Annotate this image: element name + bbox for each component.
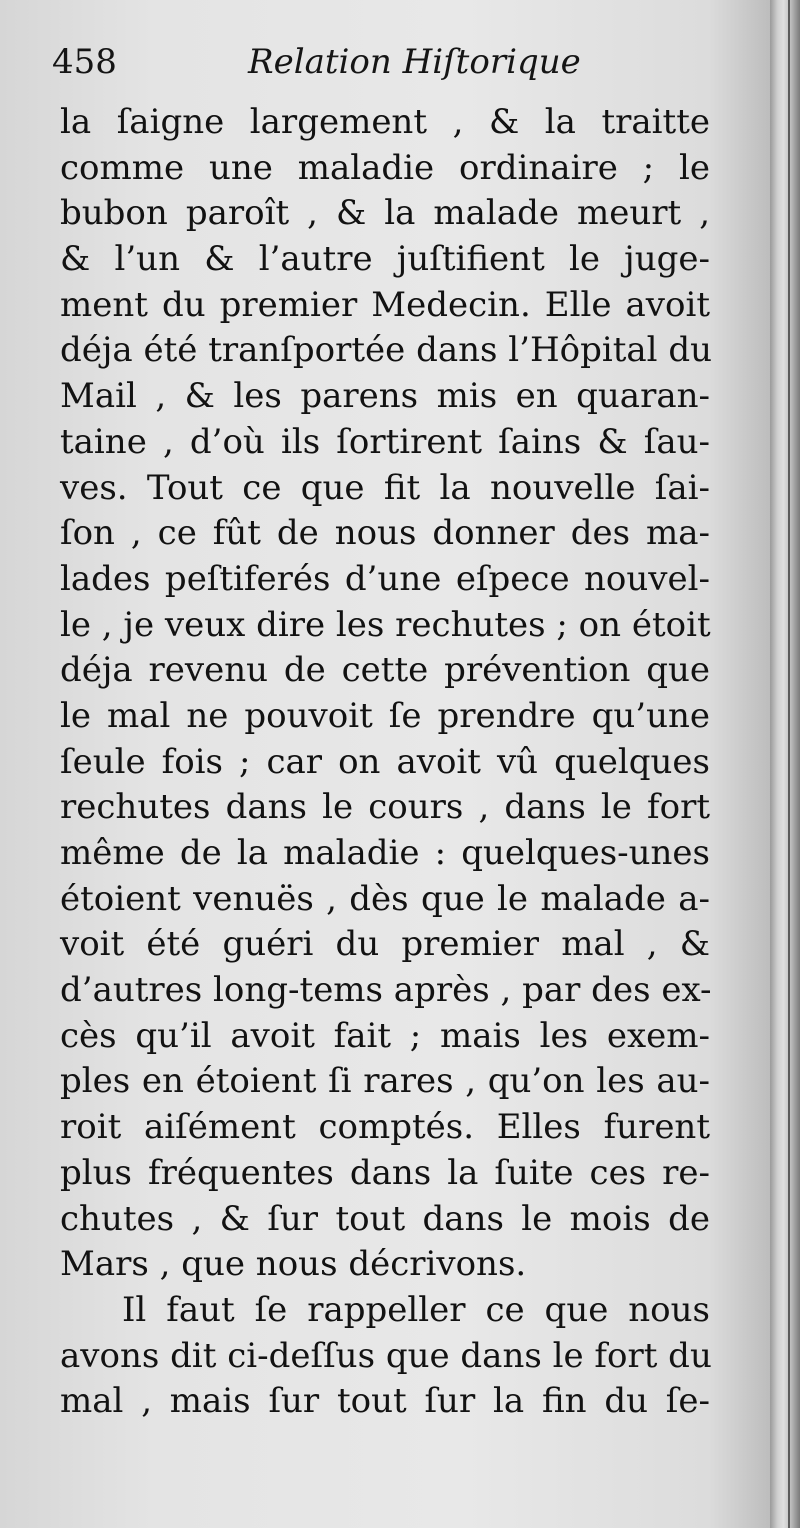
text-line: bubon paroît , & la malade meurt , xyxy=(60,193,710,234)
text-line: lades peſtiferés d’une eſpece nouvel- xyxy=(60,558,710,599)
body-text xyxy=(60,100,710,1425)
text-line: comme une maladie ordinaire ; le xyxy=(60,147,710,188)
text-line: mal , mais ſur tout ſur la fin du ſe- xyxy=(60,1381,710,1422)
book-gutter xyxy=(770,0,800,1528)
text-line: le , je veux dire les rechutes ; on étoit xyxy=(60,604,711,645)
text-line: rechutes dans le cours , dans le fort xyxy=(60,787,710,828)
page-number: 458 xyxy=(52,42,117,82)
text-line: d’autres long-tems après , par des ex- xyxy=(60,970,712,1011)
page-header xyxy=(52,42,712,92)
text-line: ſeule fois ; car on avoit vû quelques xyxy=(60,741,710,782)
text-line: Mail , & les parens mis en quaran- xyxy=(60,376,710,417)
text-line: Il faut ſe rappeller ce que nous xyxy=(122,1289,710,1330)
text-line: ment du premier Medecin. Elle avoit xyxy=(60,284,710,325)
text-line: même de la maladie : quelques-unes xyxy=(60,833,710,873)
text-line: le mal ne pouvoit ſe prendre qu’une xyxy=(60,695,710,736)
text-line: cès qu’il avoit fait ; mais les exem- xyxy=(60,1015,710,1056)
running-head: Relation Hiſtorique xyxy=(248,42,581,82)
text-line: roit aiſément comptés. Elles furent xyxy=(60,1107,710,1148)
text-line: & l’un & l’autre juſtifient le juge- xyxy=(60,239,710,280)
text-line: déja été tranſportée dans l’Hôpital du xyxy=(60,330,712,371)
text-line: ples en étoient ſi rares , qu’on les au- xyxy=(60,1061,710,1102)
text-line: avons dit ci-deſſus que dans le fort du xyxy=(60,1335,712,1376)
text-line: chutes , & ſur tout dans le mois de xyxy=(60,1198,710,1239)
text-line: étoient venuës , dès que le malade a- xyxy=(60,878,710,919)
text-line: voit été guéri du premier mal , & xyxy=(60,924,710,965)
text-line: taine , d’où ils ſortirent ſains & ſau- xyxy=(60,421,710,462)
text-line: la ſaigne largement , & la traitte xyxy=(60,102,710,142)
text-line: plus fréquentes dans la ſuite ces re- xyxy=(60,1152,710,1193)
text-line: Mars , que nous décrivons. xyxy=(60,1244,527,1285)
text-line: déja revenu de cette prévention que xyxy=(60,650,710,691)
text-line: ſon , ce fût de nous donner des ma- xyxy=(60,513,710,554)
text-line: ves. Tout ce que fit la nouvelle ſai- xyxy=(60,467,710,508)
gutter-edge xyxy=(788,0,790,1528)
